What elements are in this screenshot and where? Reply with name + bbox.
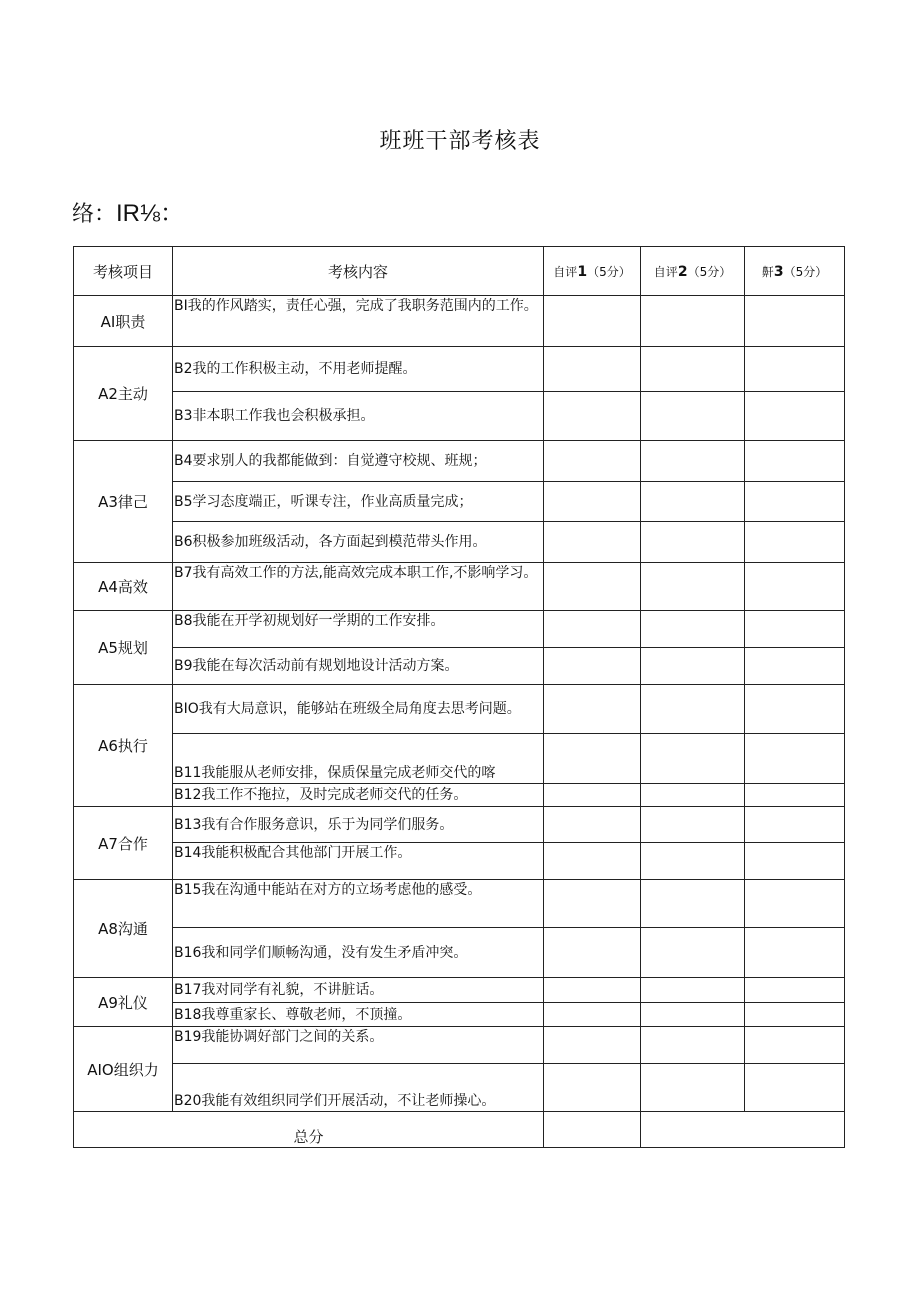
table-row [74, 1064, 845, 1112]
table-row [74, 441, 845, 482]
score-cell[interactable] [641, 928, 745, 978]
score-cell[interactable] [544, 1003, 641, 1027]
total-score-cell[interactable] [641, 1112, 845, 1148]
score-cell[interactable] [745, 563, 845, 611]
table-row [74, 296, 845, 347]
score-cell[interactable] [641, 296, 745, 347]
item-content: B5学习态度端正，听课专注，作业高质量完成； [173, 482, 544, 522]
table-row [74, 611, 845, 648]
header-score-3: 鼾3（5分） [745, 247, 845, 296]
total-label: 总分 [74, 1112, 544, 1148]
score-cell[interactable] [641, 347, 745, 392]
item-name: A3律己 [74, 441, 173, 563]
item-content: B4要求别人的我都能做到：自觉遵守校规、班规； [173, 441, 544, 482]
item-content: B7我有高效工作的方法,能高效完成本职工作,不影响学习。 [173, 563, 544, 611]
score-cell[interactable] [641, 392, 745, 441]
score-cell[interactable] [544, 1064, 641, 1112]
score-cell[interactable] [641, 611, 745, 648]
score-cell[interactable] [745, 978, 845, 1003]
item-content: B9我能在每次活动前有规划地设计活动方案。 [173, 648, 544, 685]
item-name: A7合作 [74, 807, 173, 880]
score-cell[interactable] [544, 1027, 641, 1064]
score-cell[interactable] [745, 734, 845, 784]
table-row [74, 928, 845, 978]
score-cell[interactable] [544, 563, 641, 611]
table-row [74, 880, 845, 928]
score-cell[interactable] [544, 347, 641, 392]
item-content: B2我的工作积极主动，不用老师提醒。 [173, 347, 544, 392]
score-cell[interactable] [641, 522, 745, 563]
assessment-table [73, 246, 845, 1148]
score-cell[interactable] [641, 1027, 745, 1064]
page-title: 班班干部考核表 [379, 129, 541, 154]
total-row [74, 1112, 845, 1148]
score-cell[interactable] [641, 482, 745, 522]
header-score-2: 自评2（5分） [641, 247, 745, 296]
item-content: B19我能协调好部门之间的关系。 [173, 1027, 544, 1064]
score-cell[interactable] [544, 843, 641, 880]
score-cell[interactable] [544, 928, 641, 978]
table-row [74, 978, 845, 1003]
score-cell[interactable] [745, 1064, 845, 1112]
item-name: AI职责 [74, 296, 173, 347]
item-name: A8沟通 [74, 880, 173, 978]
table-row [74, 347, 845, 392]
score-cell[interactable] [641, 563, 745, 611]
score-cell[interactable] [745, 843, 845, 880]
item-content: B20我能有效组织同学们开展活动，不让老师操心。 [173, 1064, 544, 1112]
item-content: B12我工作不拖拉，及时完成老师交代的任务。 [173, 784, 544, 807]
score-cell[interactable] [544, 978, 641, 1003]
table-row [74, 563, 845, 611]
item-name: A9礼仪 [74, 978, 173, 1027]
score-cell[interactable] [745, 807, 845, 843]
score-cell[interactable] [641, 978, 745, 1003]
item-name: A5规划 [74, 611, 173, 685]
score-cell[interactable] [641, 1064, 745, 1112]
table-header-row [74, 247, 845, 296]
score-cell[interactable] [544, 392, 641, 441]
score-cell[interactable] [745, 685, 845, 734]
score-cell[interactable] [641, 880, 745, 928]
score-cell[interactable] [745, 347, 845, 392]
score-cell[interactable] [544, 880, 641, 928]
score-cell[interactable] [745, 482, 845, 522]
score-cell[interactable] [641, 784, 745, 807]
item-name: A2主动 [74, 347, 173, 441]
score-cell[interactable] [745, 1003, 845, 1027]
score-cell[interactable] [641, 807, 745, 843]
total-score-cell[interactable] [544, 1112, 641, 1148]
item-content: B3非本职工作我也会积极承担。 [173, 392, 544, 441]
score-cell[interactable] [641, 843, 745, 880]
score-cell[interactable] [544, 482, 641, 522]
score-cell[interactable] [745, 611, 845, 648]
item-content: B14我能积极配合其他部门开展工作。 [173, 843, 544, 880]
score-cell[interactable] [745, 522, 845, 563]
table-row [74, 1003, 845, 1027]
score-cell[interactable] [544, 685, 641, 734]
header-item: 考核项目 [74, 247, 173, 296]
table-row [74, 784, 845, 807]
item-content: B17我对同学有礼貌，不讲脏话。 [173, 978, 544, 1003]
score-cell[interactable] [745, 296, 845, 347]
subtitle [72, 193, 184, 228]
header-content: 考核内容 [173, 247, 544, 296]
score-cell[interactable] [544, 784, 641, 807]
score-cell[interactable] [641, 685, 745, 734]
table-row [74, 807, 845, 843]
score-cell[interactable] [544, 807, 641, 843]
score-cell[interactable] [745, 784, 845, 807]
table-row [74, 522, 845, 563]
score-cell[interactable] [641, 441, 745, 482]
table-row [74, 392, 845, 441]
item-name: AIO组织力 [74, 1027, 173, 1112]
score-cell[interactable] [544, 522, 641, 563]
item-content: B18我尊重家长、尊敬老师，不顶撞。 [173, 1003, 544, 1027]
table-row [74, 843, 845, 880]
item-content: B11我能服从老师安排，保质保量完成老师交代的喀 [173, 734, 544, 784]
score-cell[interactable] [641, 734, 745, 784]
item-name: A6执行 [74, 685, 173, 807]
subtitle-label: 络： [72, 202, 117, 227]
score-cell[interactable] [745, 441, 845, 482]
score-cell[interactable] [544, 296, 641, 347]
table-row [74, 648, 845, 685]
item-content: B15我在沟通中能站在对方的立场考虑他的感受。 [173, 880, 544, 928]
subtitle-value: IR⅛： [116, 200, 185, 227]
score-cell[interactable] [745, 648, 845, 685]
item-content: BIO我有大局意识，能够站在班级全局角度去思考问题。 [173, 685, 544, 734]
score-cell[interactable] [745, 392, 845, 441]
item-name: A4高效 [74, 563, 173, 611]
table-row [74, 685, 845, 734]
table-row [74, 1027, 845, 1064]
score-cell[interactable] [544, 611, 641, 648]
table-row [74, 734, 845, 784]
score-cell[interactable] [641, 648, 745, 685]
item-content: B13我有合作服务意识，乐于为同学们服务。 [173, 807, 544, 843]
score-cell[interactable] [544, 441, 641, 482]
score-cell[interactable] [544, 648, 641, 685]
item-content: B8我能在开学初规划好一学期的工作安排。 [173, 611, 544, 648]
item-content: B16我和同学们顺畅沟通，没有发生矛盾冲突。 [173, 928, 544, 978]
header-score-1: 自评1（5分） [544, 247, 641, 296]
score-cell[interactable] [745, 928, 845, 978]
score-cell[interactable] [641, 1003, 745, 1027]
item-content: BI我的作风踏实，责任心强，完成了我职务范围内的工作。 [173, 296, 544, 347]
score-cell[interactable] [745, 1027, 845, 1064]
score-cell[interactable] [544, 734, 641, 784]
item-content: B6积极参加班级活动，各方面起到模范带头作用。 [173, 522, 544, 563]
table-row [74, 482, 845, 522]
score-cell[interactable] [745, 880, 845, 928]
